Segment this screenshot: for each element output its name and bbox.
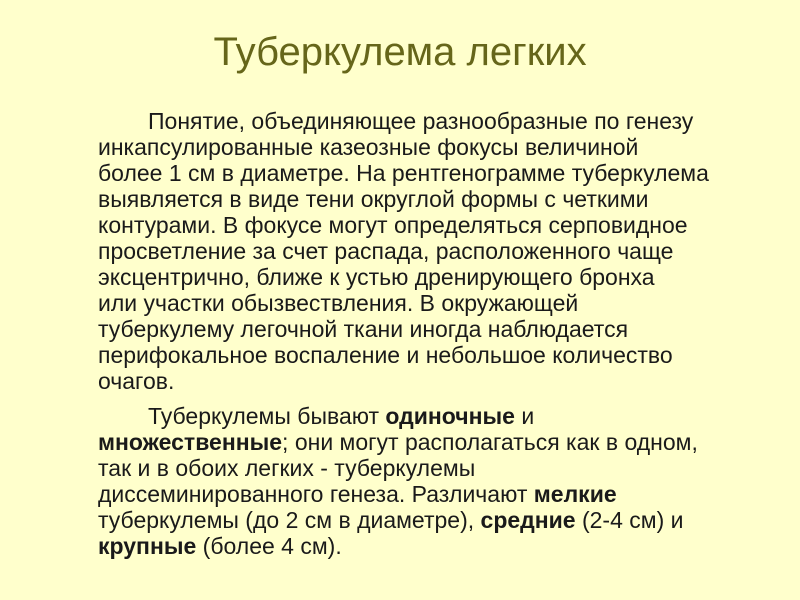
text-run: Туберкулемы бывают: [148, 403, 386, 429]
text-line: перифокальное воспаление и небольшое количество: [98, 342, 673, 368]
text-line: эксцентрично, ближе к устью дренирующего бронха: [98, 264, 655, 290]
slide-body: [98, 108, 738, 559]
term-multiple: множественные: [98, 429, 283, 455]
text-line: [98, 403, 738, 429]
text-line: [98, 429, 738, 455]
term-large: крупные: [98, 533, 197, 559]
slide-title: Туберкулема легких: [213, 30, 587, 74]
text-run: (более 4 см).: [196, 533, 342, 559]
text-line: Понятие, объединяющее разнообразные по генезу: [148, 108, 694, 134]
text-line: [98, 481, 738, 507]
text-line: [98, 507, 738, 533]
text-line: более 1 см в диаметре. На рентгенограмме туберкулема: [98, 160, 709, 186]
text-line: очагов.: [98, 368, 175, 394]
text-line: так и в обоих легких - туберкулемы: [98, 455, 476, 481]
text-run: и: [514, 403, 535, 429]
text-line: выявляется в виде тени округлой формы с четкими: [98, 186, 649, 212]
text-line: контурами. В фокусе могут определяться серповидное: [98, 212, 688, 238]
term-small: мелкие: [533, 481, 617, 507]
text-run: туберкулемы (до 2 см в диаметре),: [98, 507, 481, 533]
text-line: просветление за счет распада, расположенного чаще: [98, 238, 674, 264]
term-medium: средние: [480, 507, 576, 533]
text-line: инкапсулированные казеозные фокусы величиной: [98, 134, 639, 160]
text-run: ; они могут располагаться как в одном,: [282, 429, 698, 455]
term-single: одиночные: [385, 403, 515, 429]
text-line: туберкулему легочной ткани иногда наблюдается: [98, 316, 629, 342]
text-line: [98, 533, 738, 559]
text-run: диссеминированного генеза. Различают: [98, 481, 534, 507]
paragraph-classification: [98, 403, 738, 559]
text-line: или участки обызвествления. В окружающей: [98, 290, 579, 316]
paragraph-definition: [98, 108, 738, 394]
text-run: (2-4 см) и: [575, 507, 684, 533]
